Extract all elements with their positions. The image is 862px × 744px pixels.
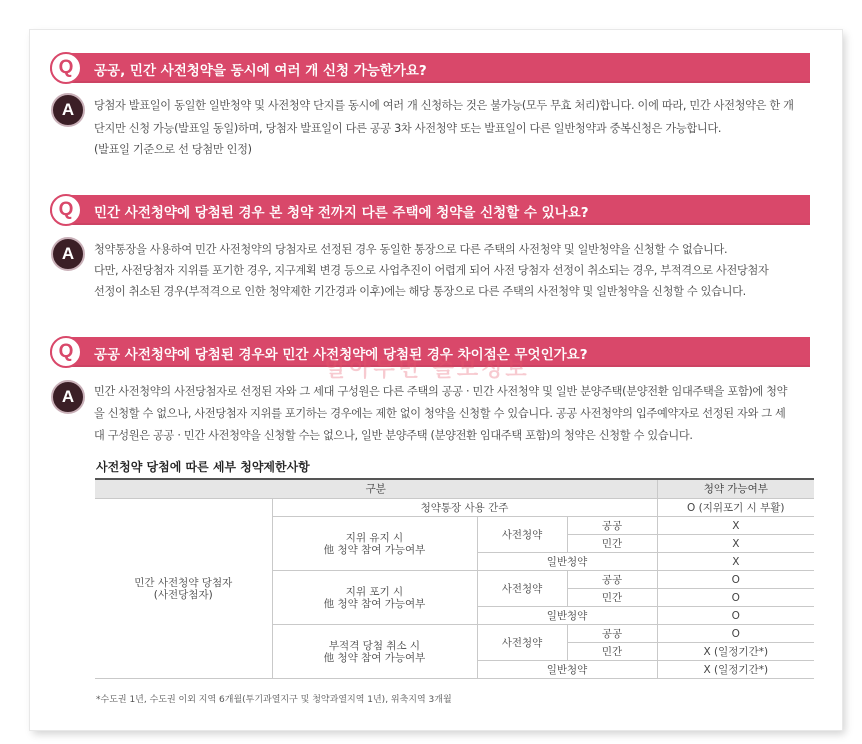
restriction-table [95,478,814,679]
answer-1-line-2: 단지만 신청 가능(발표일 동일)하며, 당첨자 발표일이 다른 공공 3차 사전청약 또는 발표일이 다른 일반청약과 중복신청은 가능합니다. [94,122,722,135]
question-text-1: 공공, 민간 사전청약을 동시에 여러 개 신청 가능한가요? [94,63,427,79]
answer-1-line-3: (발표일 기준으로 선 당첨만 인정) [94,143,252,156]
answer-2-line-1: 청약통장을 사용하여 민간 사전청약의 당첨자로 선정된 경우 동일한 통장으로 다른 주택의 사전청약 및 일반청약을 신청할 수 없습니다. [94,243,728,256]
answer-3-line-1: 민간 사전청약의 사전당첨자로 선정된 자와 그 세대 구성원은 다른 주택의 공공 · 민간 사전청약 및 일반 분양주택(분양전환 임대주택을 포함)에 청약 [94,385,788,398]
public-value: O [657,625,814,643]
a-badge-3: A [51,380,85,414]
bank-row-label: 청약통장 사용 간주 [272,499,657,517]
public-cell: 공공 [567,517,657,535]
public-value: O [657,571,814,589]
answer-3-line-3: 대 구성원은 공공 · 민간 사전청약을 신청할 수는 없으나, 일반 분양주택 (분양전환 임대주택 포함)의 청약은 신청할 수 있습니다. [94,429,693,442]
case-label-line-2: 他 청약 참여 가능여부 [323,651,426,664]
question-text-2: 민간 사전청약에 당첨된 경우 본 청약 전까지 다른 주택에 청약을 신청할 수 있나요? [94,205,589,221]
group-label-line-2: (사전당첨자) [153,588,213,601]
case-label-line-1: 지위 포기 시 [345,585,404,598]
answer-2-line-3: 선정이 취소된 경우(부적격으로 인한 청약제한 기간경과 이후)에는 해당 통장으로 다른 주택의 사전청약 및 일반청약을 신청할 수 있습니다. [94,285,746,298]
pre-subscription-cell: 사전청약 [477,571,567,607]
header-category: 구분 [95,479,657,499]
table-header-row [95,479,814,499]
case-label-cell [272,571,477,625]
case-label-line-2: 他 청약 참여 가능여부 [323,543,426,556]
public-value: X [657,517,814,535]
general-cell: 일반청약 [477,553,657,571]
answer-2-line-2: 다만, 사전당첨자 지위를 포기한 경우, 지구계획 변경 등으로 사업추진이 어렵게 되어 사전 당첨자 선정이 취소되는 경우, 부적격으로 사전당첨자 [94,264,769,277]
watermark: 알아두면 쓸모정보 [325,357,530,382]
case-label-line-1: 부적격 당첨 취소 시 [328,639,421,652]
q-badge-3: Q [50,336,82,368]
table-title: 사전청약 당첨에 따른 세부 청약제한사항 [96,460,310,474]
general-value: X [657,553,814,571]
answer-3-line-2: 을 신청할 수 없으나, 사전당첨자 지위를 포기하는 경우에는 제한 없이 청약을 신청할 수 있습니다. 공공 사전청약의 입주예약자로 선정된 자와 그 세 [94,407,786,420]
private-cell: 민간 [567,643,657,661]
header-result: 청약 가능여부 [657,479,814,499]
private-cell: 민간 [567,535,657,553]
a-badge-2: A [51,237,85,271]
case-label-line-2: 他 청약 참여 가능여부 [323,597,426,610]
private-value: O [657,589,814,607]
a-badge-1: A [51,93,85,127]
group-label-line-1: 민간 사전청약 당첨자 [134,576,233,589]
public-cell: 공공 [567,571,657,589]
pre-subscription-cell: 사전청약 [477,625,567,661]
general-cell: 일반청약 [477,661,657,679]
general-value: O [657,607,814,625]
general-cell: 일반청약 [477,607,657,625]
table-row [95,499,814,517]
private-value: X (일정기간*) [657,643,814,661]
bank-row-value: O (지위포기 시 부활) [657,499,814,517]
answer-1-line-1: 당첨자 발표일이 동일한 일반청약 및 사전청약 단지를 동시에 여러 개 신청하는 것은 불가능(모두 무효 처리)합니다. 이에 따라, 민간 사전청약은 한 개 [94,99,794,112]
private-cell: 민간 [567,589,657,607]
private-value: X [657,535,814,553]
question-text-3: 공공 사전청약에 당첨된 경우와 민간 사전청약에 당첨된 경우 차이점은 무엇인가요? [94,347,588,363]
general-value: X (일정기간*) [657,661,814,679]
case-label-cell [272,625,477,679]
case-label-line-1: 지위 유지 시 [345,531,404,544]
footnote: *수도권 1년, 수도권 이외 지역 6개월(투기과열지구 및 청약과열지역 1년), 위축지역 3개월 [96,695,452,705]
q-badge-1: Q [50,52,82,84]
pre-subscription-cell: 사전청약 [477,517,567,553]
group-label-cell [95,499,272,679]
public-cell: 공공 [567,625,657,643]
q-badge-2: Q [50,194,82,226]
case-label-cell [272,517,477,571]
